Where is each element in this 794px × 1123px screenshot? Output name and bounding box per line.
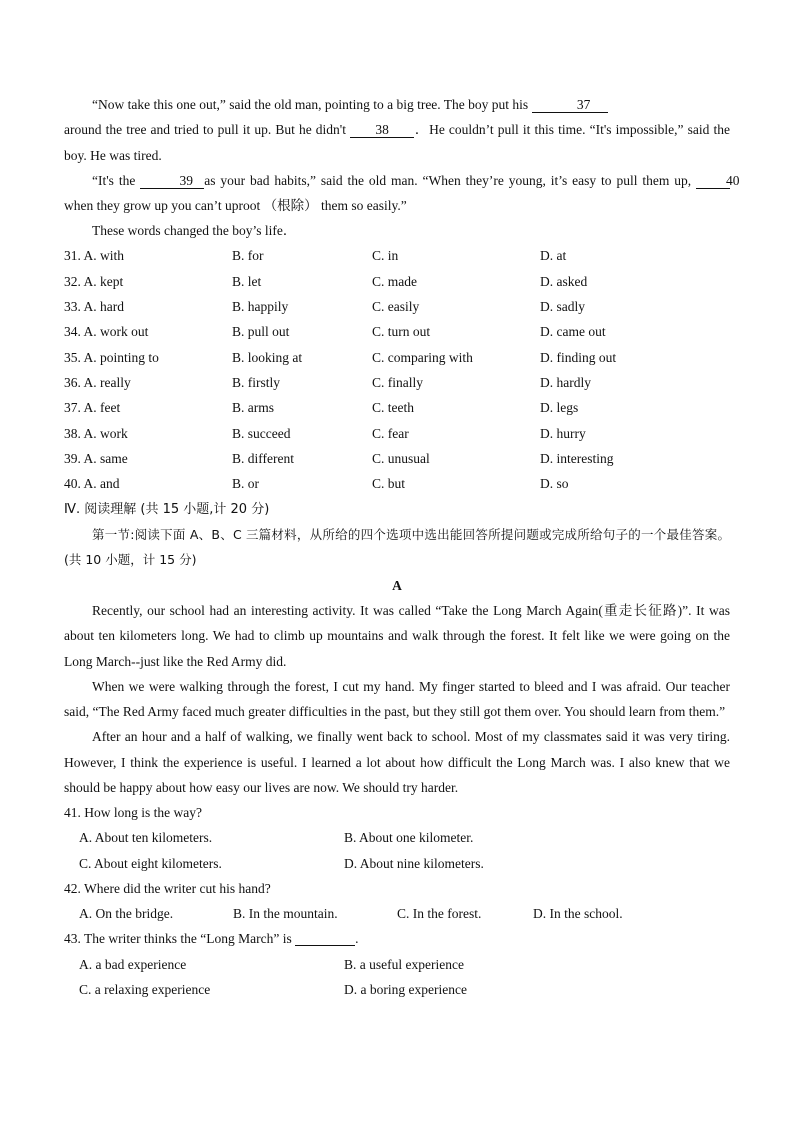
option-c[interactable]: C. teeth (372, 400, 414, 416)
choice-row (64, 421, 730, 446)
question-41-options-row-2 (64, 851, 730, 876)
option-43d[interactable]: D. a boring experience (344, 982, 467, 998)
option-d[interactable]: D. interesting (540, 450, 614, 466)
choice-row (64, 446, 730, 471)
option-b[interactable]: B. or (232, 476, 259, 492)
option-b[interactable]: B. happily (232, 299, 289, 315)
option-c[interactable]: C. in (372, 248, 399, 264)
story-paragraph-3: These words changed the boy’s life． (92, 223, 297, 239)
story-text: “Now take this one out,” said the old man, pointing to a big tree. The boy put his (92, 97, 532, 112)
option-b[interactable]: B. succeed (232, 425, 291, 441)
option-b[interactable]: B. pull out (232, 324, 290, 340)
option-42a[interactable]: A. On the bridge. (79, 906, 174, 922)
option-a[interactable]: 31. A. with (64, 248, 125, 264)
option-b[interactable]: B. different (232, 450, 294, 466)
question-43-options-row-1 (64, 952, 730, 977)
story-paragraph-1-cont (64, 117, 730, 168)
option-43c[interactable]: C. a relaxing experience (79, 982, 211, 998)
option-c[interactable]: C. but (372, 476, 406, 492)
choice-row (64, 244, 730, 269)
option-b[interactable]: B. arms (232, 400, 274, 416)
question-43-options-row-2 (64, 977, 730, 1002)
option-a[interactable]: 37. A. feet (64, 400, 121, 416)
option-43b[interactable]: B. a useful experience (344, 956, 464, 972)
choice-row (64, 269, 730, 294)
option-b[interactable]: B. firstly (232, 374, 281, 390)
story-text: “It's the (92, 172, 141, 188)
option-c[interactable]: C. easily (372, 299, 420, 315)
question-42: 42. Where did the writer cut his hand? (64, 880, 271, 896)
option-b[interactable]: B. for (232, 248, 264, 264)
story-text: as your bad habits,” said the old man. “When they’re young, it’s easy to pull them up, (204, 172, 696, 188)
story-text: around the tree and tried to pull it up. But he didn't (64, 122, 351, 138)
option-a[interactable]: 38. A. work (64, 425, 128, 441)
option-41b[interactable]: B. About one kilometer. (344, 830, 474, 846)
passage-a-paragraph-2: When we were walking through the forest, I cut my hand. My finger started to bleed and I was afraid. Our teacher said, “The Red Army faced much greater difficulties in the past, but they still got them over. You should learn from them.” (64, 678, 730, 720)
answer-blank (295, 933, 355, 946)
option-c[interactable]: C. turn out (372, 324, 431, 340)
option-a[interactable]: 35. A. pointing to (64, 349, 159, 365)
option-d[interactable]: D. hardly (540, 374, 591, 390)
option-d[interactable]: D. so (540, 476, 569, 492)
option-a[interactable]: 36. A. really (64, 374, 131, 390)
option-42b[interactable]: B. In the mountain. (233, 906, 338, 922)
story-paragraph-1 (64, 92, 730, 117)
option-d[interactable]: D. hurry (540, 425, 586, 441)
story-text: when they grow up you can’t uproot （根除） them so easily.” (64, 198, 407, 214)
passage-a-paragraph-1: Recently, our school had an interesting activity. It was called “Take the Long March Again(重走长征路)”. It was about ten kilometers long. We had to climb up mountains and walk through the forest. It felt like we were going on the Long March--just like the Red Army did. (64, 602, 730, 669)
passage-a-paragraph-3: After an hour and a half of walking, we finally went back to school. Most of my classmates said it was very tiring. However, I think the experience is useful. I learned a lot about how difficult the Long March was. I also knew that we should be happy about how easy our lives are now. We should try harder. (64, 729, 730, 796)
question-43 (64, 927, 730, 952)
question-41-options-row-1 (64, 826, 730, 851)
option-a[interactable]: 40. A. and (64, 476, 120, 492)
question-43-period: . (355, 931, 359, 947)
choice-row (64, 471, 730, 496)
choice-row (64, 294, 730, 319)
option-42c[interactable]: C. In the forest. (397, 906, 482, 922)
option-a[interactable]: 34. A. work out (64, 324, 149, 340)
option-43a[interactable]: A. a bad experience (79, 956, 187, 972)
option-d[interactable]: D. asked (540, 273, 588, 289)
option-41c[interactable]: C. About eight kilometers. (79, 855, 222, 871)
passage-label: A (392, 577, 402, 593)
question-42-options (64, 902, 730, 927)
choice-row (64, 345, 730, 370)
option-a[interactable]: 39. A. same (64, 450, 128, 466)
option-c[interactable]: C. unusual (372, 450, 430, 466)
blank-38: 38 (350, 122, 414, 138)
option-a[interactable]: 32. A. kept (64, 273, 124, 289)
story-text: ．He couldn’t pull it this time. “It's impossible,” said the boy. He was tired. (64, 122, 730, 163)
choice-row (64, 370, 730, 395)
question-41: 41. How long is the way? (64, 804, 202, 820)
option-c[interactable]: C. finally (372, 374, 423, 390)
story-paragraph-2 (64, 168, 740, 219)
option-42d[interactable]: D. In the school. (533, 906, 623, 922)
section-title: Ⅳ. 阅读理解 (共 15 小题,计 20 分) (64, 501, 270, 517)
blank-40: 40 (696, 173, 730, 189)
option-a[interactable]: 33. A. hard (64, 299, 124, 315)
option-d[interactable]: D. at (540, 248, 567, 264)
option-41d[interactable]: D. About nine kilometers. (344, 855, 484, 871)
option-d[interactable]: D. finding out (540, 349, 617, 365)
option-d[interactable]: D. came out (540, 324, 606, 340)
question-43-text: 43. The writer thinks the “Long March” is (64, 931, 292, 947)
blank-39: 39 (140, 173, 204, 189)
option-c[interactable]: C. comparing with (372, 349, 473, 365)
option-b[interactable]: B. let (232, 273, 262, 289)
option-41a[interactable]: A. About ten kilometers. (79, 830, 213, 846)
choice-row (64, 396, 730, 421)
option-d[interactable]: D. sadly (540, 299, 585, 315)
option-c[interactable]: C. made (372, 273, 417, 289)
option-b[interactable]: B. looking at (232, 349, 303, 365)
cloze-choices (64, 244, 730, 497)
choice-row (64, 320, 730, 345)
exam-page (64, 92, 740, 1003)
section-instructions: 第一节:阅读下面 A、B、C 三篇材料，从所给的四个选项中选出能回答所提问题或完成所给句子的一个最佳答案。(共 10 小题，计 15 分) (64, 527, 730, 568)
option-d[interactable]: D. legs (540, 400, 579, 416)
blank-37: 37 (532, 97, 608, 113)
option-c[interactable]: C. fear (372, 425, 409, 441)
